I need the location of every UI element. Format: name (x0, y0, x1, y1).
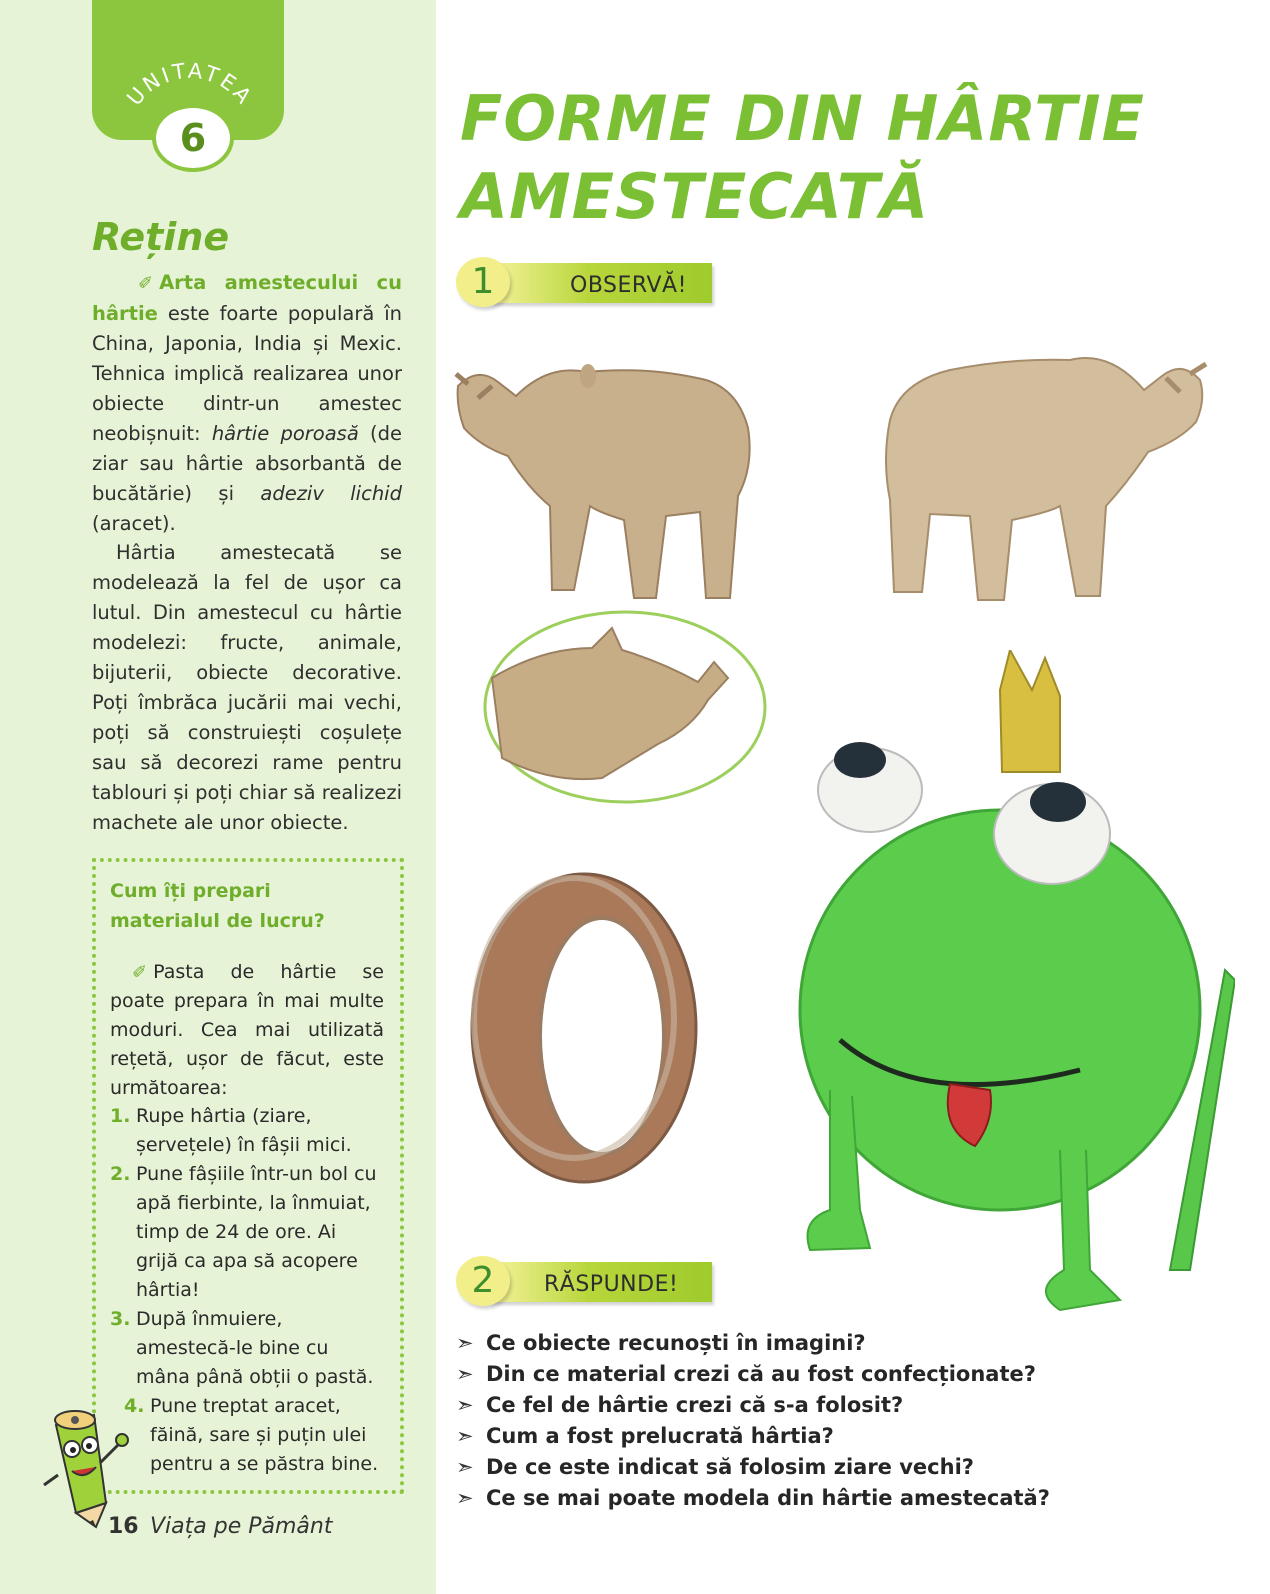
section-badge-raspunde (456, 1256, 716, 1306)
arrow-icon: ➣ (456, 1486, 474, 1510)
book-title: Viața pe Pământ (150, 1514, 333, 1539)
box-title: Cum îți prepari materialul de lucru? (110, 880, 325, 932)
question-item (456, 1328, 1050, 1359)
sidebar-paragraph-2: Hârtia amestecată se modelează la fel de ușor ca lutul. Din amestecul cu hârtie modelezi: fructe, animale, bijuterii, obiecte decorative. Poți îmbrăca jucării mai vechi, poți să construiești coșulețe sau să decorezi rame pentru tablouri și poți chiar să realizezi machete ale unor obiecte. (92, 541, 402, 834)
preparation-box (92, 858, 404, 1494)
title-line: FORME DIN HÂRTIE (460, 82, 1145, 155)
question-text: Ce se mai poate modela din hârtie amestecată? (486, 1486, 1050, 1510)
sidebar-heading: Reține (92, 215, 230, 259)
steps-list (110, 1102, 384, 1479)
badge-label: OBSERVĂ! (570, 273, 687, 298)
arrow-icon: ➣ (456, 1424, 474, 1448)
step-text: Rupe hârtia (ziare, șervețele) în fâșii mici. (136, 1105, 352, 1156)
question-text: De ce este indicat să folosim ziare vechi? (486, 1455, 974, 1479)
step-number: 2. (110, 1163, 131, 1185)
badge-label: RĂSPUNDE! (544, 1272, 679, 1297)
paragraph-text: (de ziar sau hârtie absorbantă de bucătărie) și (92, 422, 402, 505)
unit-number: 6 (152, 104, 234, 172)
step-text: După înmuiere, amestecă-le bine cu mâna până obții o pastă. (136, 1308, 374, 1388)
arrow-icon: ➣ (456, 1393, 474, 1417)
question-item (456, 1483, 1050, 1514)
question-item (456, 1390, 1050, 1421)
pen-icon: ✐ (132, 962, 148, 983)
paragraph-emphasis: hârtie poroasă (211, 422, 359, 445)
question-item (456, 1359, 1050, 1390)
question-text: Ce fel de hârtie crezi că s-a folosit? (486, 1393, 904, 1417)
paper-bracelet-photo (464, 868, 714, 1188)
arrow-icon: ➣ (456, 1455, 474, 1479)
section-badge-observa (456, 257, 716, 307)
sidebar-paragraph-1 (92, 268, 402, 539)
unit-label: UNITATEA (122, 60, 258, 111)
paragraph-highlight: Arta amestecului cu hârtie (92, 271, 402, 325)
step-item (110, 1392, 384, 1479)
step-number: 4. (124, 1395, 145, 1417)
step-item (110, 1160, 384, 1305)
frog-prince-photo (790, 650, 1235, 1320)
arrow-icon: ➣ (456, 1362, 474, 1386)
question-text: Ce obiecte recunoști în imagini? (486, 1331, 866, 1355)
step-text: Pune fâșiile într-un bol cu apă fierbinte, la înmuiat, timp de 24 de ore. Ai grijă ca apa să acopere hârtia! (136, 1163, 377, 1301)
arrow-icon: ➣ (456, 1331, 474, 1355)
page-number: 16 (108, 1514, 139, 1539)
step-item (110, 1305, 384, 1392)
pencil-mascot-icon (36, 1385, 136, 1530)
question-text: Din ce material crezi că au fost confecționate? (486, 1362, 1036, 1386)
question-item (456, 1421, 1050, 1452)
rhino-photo-left (438, 336, 778, 621)
badge-number: 2 (456, 1256, 510, 1306)
step-number: 3. (110, 1308, 131, 1330)
pen-icon: ✐ (138, 273, 154, 294)
title-line: AMESTECATĂ (460, 160, 930, 233)
svg-text:UNITATEA (122, 60, 257, 110)
rhino-photo-right (860, 330, 1225, 615)
step-text: Pune treptat aracet, făină, sare și puțin ulei pentru a se păstra bine. (150, 1395, 379, 1475)
box-intro (110, 958, 384, 1103)
paragraph-text: (aracet). (92, 512, 176, 535)
paragraph-emphasis: adeziv lichid (260, 482, 402, 505)
paragraph-text: este foarte populară în China, Japonia, India și Mexic. Tehnica implică realizarea unor obiecte dintr-un amestec neobișnuit: (92, 302, 402, 445)
step-number: 1. (110, 1105, 131, 1127)
questions-list (456, 1328, 1050, 1514)
box-intro-text: Pasta de hârtie se poate prepara în mai multe moduri. Cea mai utilizată rețetă, ușor de făcut, este următoarea: (110, 961, 384, 1099)
badge-number: 1 (456, 257, 510, 307)
question-item (456, 1452, 1050, 1483)
rhino-head-closeup-photo (482, 608, 768, 806)
step-item (110, 1102, 384, 1160)
question-text: Cum a fost prelucrată hârtia? (486, 1424, 834, 1448)
page-title (460, 80, 1240, 236)
